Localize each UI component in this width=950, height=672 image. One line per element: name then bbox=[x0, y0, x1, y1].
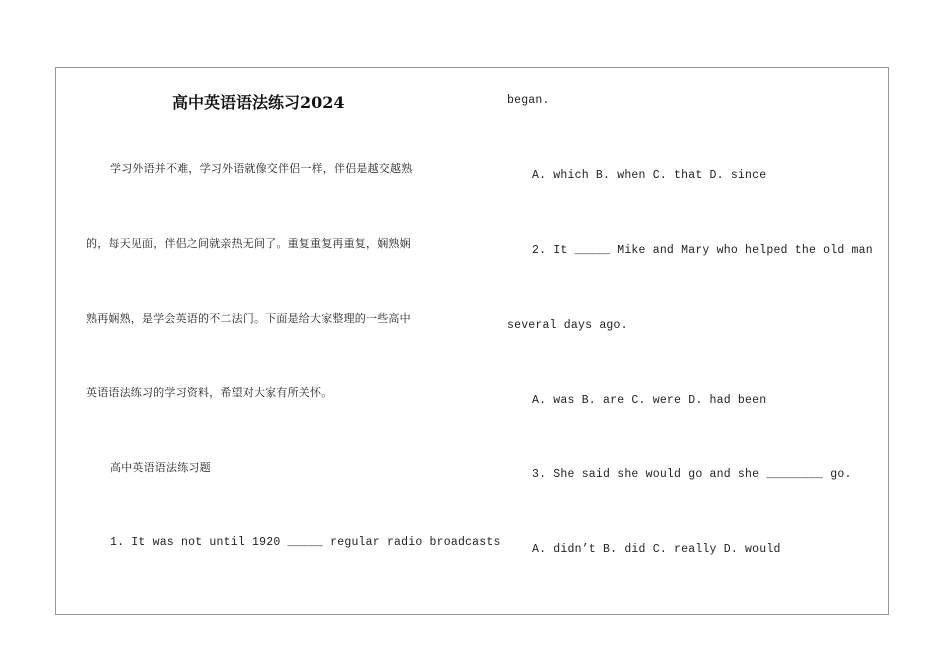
question-3-options: A. didn’t B. did C. really D. would bbox=[532, 543, 781, 556]
question-2-line-1: 2. It _____ Mike and Mary who helped the old man bbox=[532, 244, 873, 257]
document-title: 高中英语语法练习2024 bbox=[172, 93, 345, 112]
page-frame bbox=[55, 67, 889, 615]
intro-line-1: 学习外语并不难，学习外语就像交伴侣一样，伴侣是越交越熟 bbox=[110, 162, 413, 175]
intro-line-4: 英语语法练习的学习资料，希望对大家有所关怀。 bbox=[86, 386, 333, 399]
section-heading: 高中英语语法练习题 bbox=[110, 461, 211, 474]
intro-line-3: 熟再娴熟，是学会英语的不二法门。下面是给大家整理的一些高中 bbox=[86, 312, 411, 325]
question-2-line-2: several days ago. bbox=[507, 319, 628, 332]
question-1-options: A. which B. when C. that D. since bbox=[532, 169, 767, 182]
question-1-line-1: 1. It was not until 1920 _____ regular radio broadcasts bbox=[110, 536, 501, 549]
question-2-options: A. was B. are C. were D. had been bbox=[532, 394, 767, 407]
question-3-line-1: 3. She said she would go and she ________ go. bbox=[532, 468, 852, 481]
intro-line-2: 的，每天见面，伴侣之间就亲热无间了。重复重复再重复，娴熟娴 bbox=[86, 237, 411, 250]
question-1-line-2: began. bbox=[507, 94, 550, 107]
